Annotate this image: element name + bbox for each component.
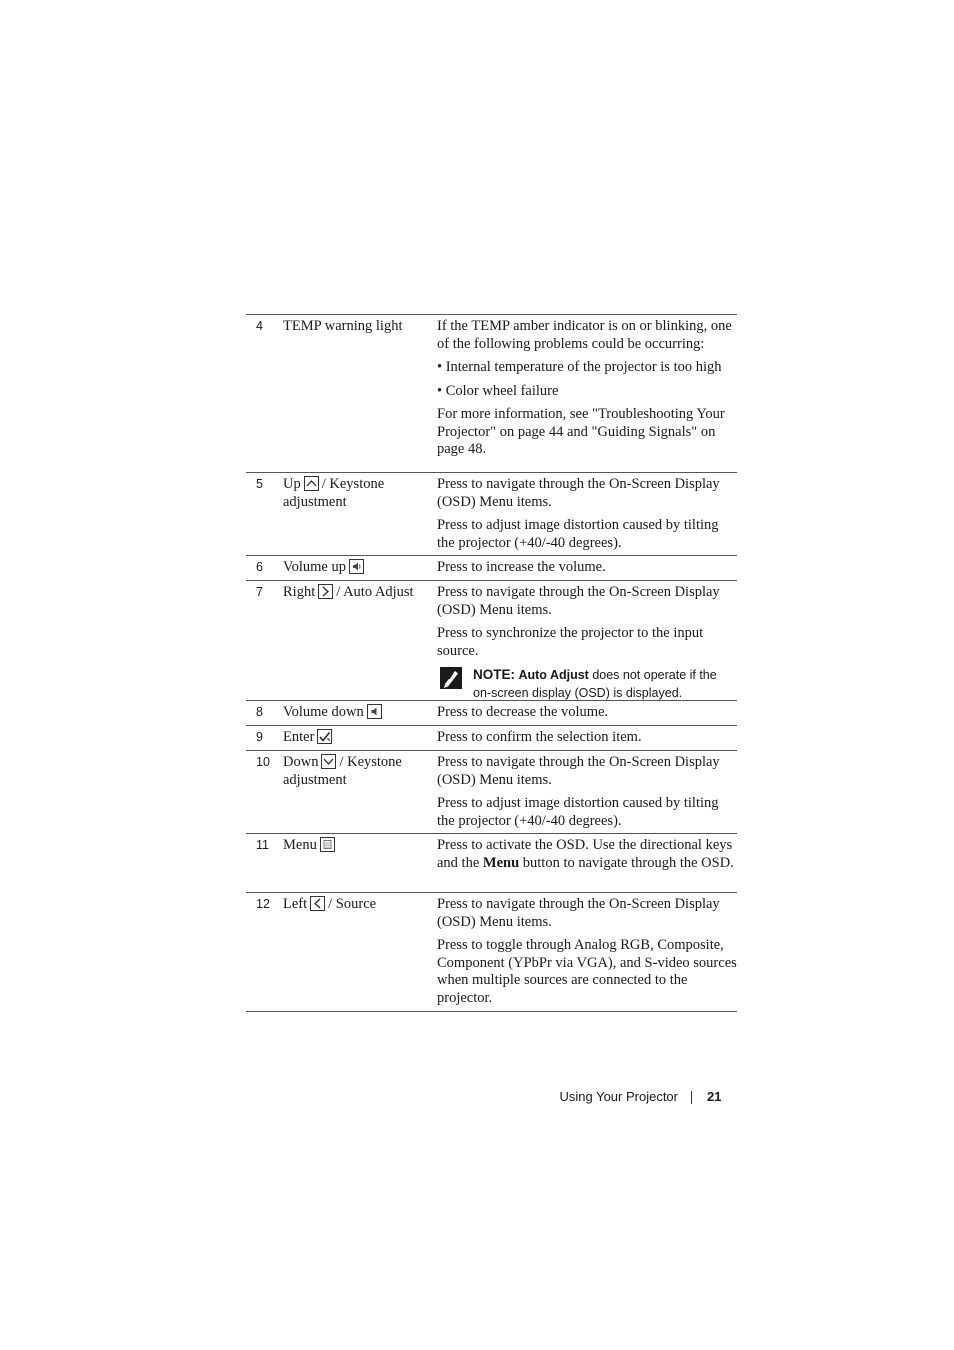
left-arrow-icon — [310, 896, 325, 911]
description-text: Press to activate the OSD. Use the directional keys and the Menu button to navigate through the OSD. — [437, 837, 734, 871]
description-text: If the TEMP amber indicator is on or blinking, one of the following problems could be occurring: — [437, 318, 732, 352]
function-description — [437, 729, 737, 747]
table-row — [246, 581, 737, 701]
down-arrow-icon — [321, 754, 336, 769]
description-text: For more information, see "Troubleshooting Your Projector" on page 44 and "Guiding Signals" on page 48. — [437, 406, 725, 457]
description-text: Press to toggle through Analog RGB, Composite, Component (YPbPr via VGA), and S-video sources when multiple sources are connected to the projector. — [437, 937, 737, 1006]
table-row — [246, 556, 737, 581]
function-description — [437, 896, 737, 1007]
row-number: 7 — [256, 585, 263, 599]
note-term: Auto Adjust — [518, 668, 589, 682]
description-text: Press to increase the volume. — [437, 559, 606, 575]
description-text: Press to confirm the selection item. — [437, 729, 642, 745]
table-row — [246, 473, 737, 556]
menu-icon — [320, 837, 335, 852]
table-row — [246, 726, 737, 751]
description-text: Press to navigate through the On-Screen Display (OSD) Menu items. — [437, 896, 720, 930]
row-number: 8 — [256, 705, 263, 719]
row-number: 9 — [256, 730, 263, 744]
function-description — [437, 584, 737, 702]
up-arrow-icon — [304, 476, 319, 491]
row-number: 12 — [256, 897, 270, 911]
function-description — [437, 476, 737, 552]
function-label: Right / Auto Adjust — [283, 584, 414, 600]
function-label: Down / Keystone adjustment — [283, 754, 402, 788]
volume-up-icon — [349, 559, 364, 574]
note-pencil-icon — [440, 667, 462, 689]
page-number: 21 — [707, 1089, 722, 1104]
description-text: Press to decrease the volume. — [437, 704, 609, 720]
footer-title: Using Your Projector — [559, 1089, 678, 1104]
function-description — [437, 754, 737, 830]
table-row — [246, 893, 737, 1012]
function-description — [437, 318, 737, 459]
right-arrow-icon — [318, 584, 333, 599]
row-number: 6 — [256, 560, 263, 574]
table-row — [246, 751, 737, 834]
function-label: Up / Keystone adjustment — [283, 476, 385, 510]
bullet-item: • Internal temperature of the projector is too high — [437, 359, 722, 375]
function-label: Volume up — [283, 559, 431, 576]
footer-separator — [691, 1091, 692, 1104]
enter-check-icon — [317, 729, 332, 744]
table-row — [246, 315, 737, 473]
note-box — [437, 666, 737, 702]
function-label: Menu — [283, 837, 431, 888]
description-text: Press to adjust image distortion caused by tilting the projector (+40/-40 degrees). — [437, 795, 719, 829]
table-row — [246, 834, 737, 893]
volume-down-icon — [367, 704, 382, 719]
note-label: NOTE: — [473, 667, 515, 682]
row-number: 11 — [256, 838, 269, 852]
description-text: Press to synchronize the projector to the input source. — [437, 625, 704, 659]
description-text: Press to navigate through the On-Screen Display (OSD) Menu items. — [437, 584, 720, 618]
function-description — [437, 837, 737, 872]
table-row — [246, 701, 737, 726]
function-description — [437, 559, 737, 577]
function-label: TEMP warning light — [283, 318, 403, 334]
function-label: Left / Source — [283, 896, 377, 912]
note-text: does not operate if the on-screen display (OSD) is displayed. — [473, 668, 717, 700]
description-text: Press to navigate through the On-Screen Display (OSD) Menu items. — [437, 754, 720, 788]
description-text: Press to navigate through the On-Screen Display (OSD) Menu items. — [437, 476, 720, 510]
function-description — [437, 704, 737, 722]
row-number: 5 — [256, 477, 263, 491]
button-function-table — [246, 314, 737, 1012]
function-label: Volume down — [283, 704, 431, 721]
row-number: 10 — [256, 755, 270, 769]
function-label: Enter — [283, 729, 431, 746]
bullet-item: • Color wheel failure — [437, 382, 559, 399]
menu-term: Menu — [482, 854, 520, 871]
row-number: 4 — [256, 319, 263, 333]
description-text: Press to adjust image distortion caused by tilting the projector (+40/-40 degrees). — [437, 517, 719, 551]
